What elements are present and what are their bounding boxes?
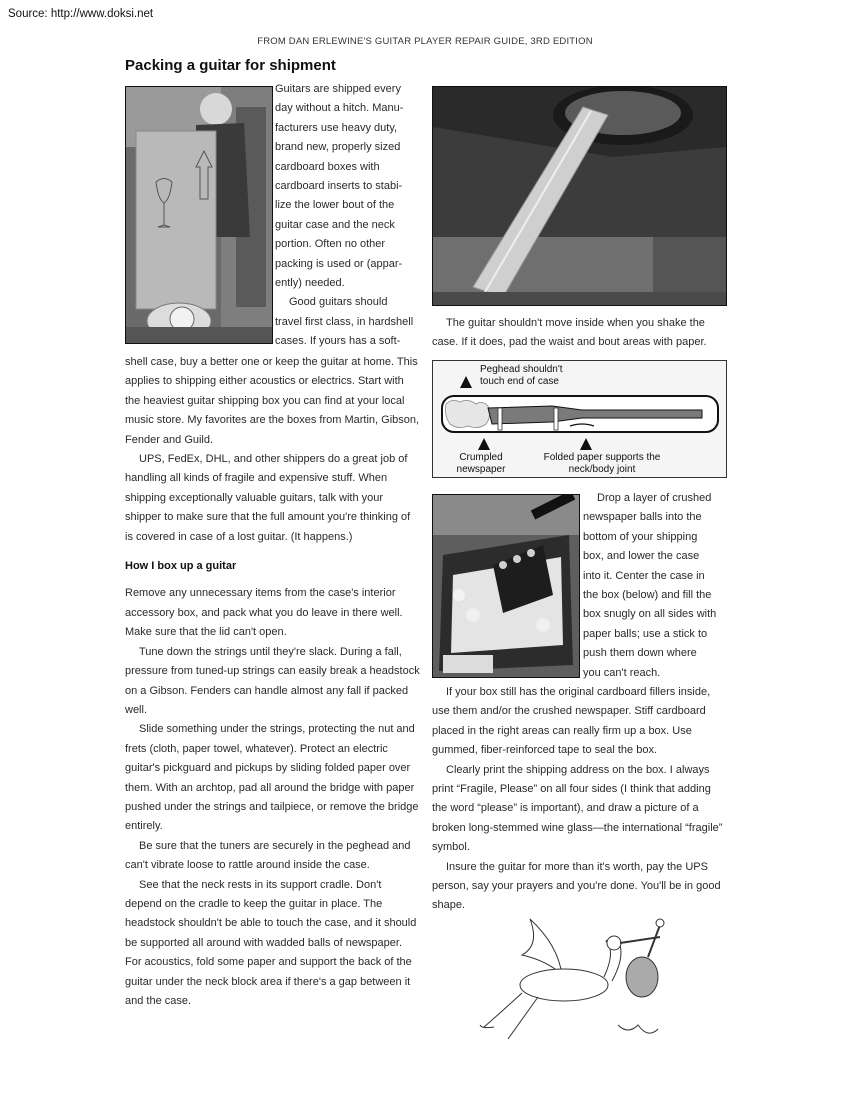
photo-headstock-newspaper bbox=[432, 494, 580, 678]
text-line: brand new, properly sized bbox=[275, 141, 401, 154]
right-column bbox=[432, 683, 728, 916]
page-title: Packing a guitar for shipment bbox=[125, 57, 336, 74]
right-wrap-text bbox=[583, 489, 728, 683]
text-line: Good guitars should bbox=[289, 296, 388, 309]
intro-text-right bbox=[275, 80, 425, 352]
subhead: How I box up a guitar bbox=[125, 560, 237, 573]
text-line: day without a hitch. Manu- bbox=[275, 102, 404, 115]
text-line: portion. Often no other bbox=[275, 238, 386, 251]
label-folded: Folded paper supports the neck/body joint bbox=[543, 452, 661, 475]
text-line: paper balls; use a stick to bbox=[583, 627, 708, 640]
text-line: into it. Center the case in bbox=[583, 569, 705, 582]
paragraph: Be sure that the tuners are securely in the peghead and can't vibrate loose to rattle around inside the case. bbox=[125, 839, 411, 872]
paragraph: Remove any unnecessary items from the case's interior accessory box, and pack what you do leave in there well. Make sure that the lid can't open. bbox=[125, 587, 403, 639]
paragraph: Insure the guitar for more than it's worth, pay the UPS person, say your prayers and you're done. You'll be in good shape. bbox=[432, 860, 721, 912]
paragraph: Clearly print the shipping address on the box. I always print “Fragile, Please” on all four sides (I think that adding the word “please” is important), and draw a picture of a broken long-stemmed wine glass—the international “fragile” symbol. bbox=[432, 763, 723, 854]
case-diagram bbox=[432, 360, 727, 478]
text-line: cases. If yours has a soft- bbox=[275, 335, 401, 348]
photo-man-with-box bbox=[125, 86, 273, 344]
text-line: cardboard inserts to stabi- bbox=[275, 180, 403, 193]
text-line: Drop a layer of crushed bbox=[597, 492, 712, 504]
label-crumpled: Crumpled newspaper bbox=[456, 452, 506, 475]
stork-illustration bbox=[478, 915, 688, 1055]
source-line: Source: http://www.doksi.net bbox=[8, 8, 154, 20]
paragraph: UPS, FedEx, DHL, and other shippers do a great job of handling all kinds of fragile and expensive stuff. When shipping exceptionally valuable guitars, talk with your shipper to make sure that the full amount you're thinking of is covered in case of a lost guitar. (It happens.) bbox=[125, 453, 411, 543]
text-line: travel first class, in hardshell bbox=[275, 315, 414, 328]
photo-guitar-in-case bbox=[432, 86, 727, 306]
text-line: guitar case and the neck bbox=[275, 218, 395, 231]
label-peghead: Peghead shouldn't touch end of case bbox=[480, 364, 563, 387]
paragraph: Tune down the strings until they're slack. During a fall, pressure from tuned-up strings can easily break a headstock on a Gibson. Fenders can handle almost any fall if packed well. bbox=[125, 645, 420, 716]
paragraph: If your box still has the original cardboard fillers inside, use them and/or the crushed newspaper. Stiff cardboard placed in the right areas can really firm up a box. Use gummed, fiber-reinforced tape to seal the box. bbox=[432, 686, 711, 757]
left-column bbox=[125, 353, 421, 1011]
text-line: the box (below) and fill the bbox=[583, 589, 712, 602]
text-line: bottom of your shipping bbox=[583, 530, 698, 543]
text-line: you can't reach. bbox=[583, 666, 661, 679]
text-line: ently) needed. bbox=[275, 277, 345, 290]
text-line: push them down where bbox=[583, 647, 697, 660]
text-line: Guitars are shipped every bbox=[275, 83, 401, 95]
text-line: lize the lower bout of the bbox=[275, 199, 395, 212]
text-line: facturers use heavy duty, bbox=[275, 121, 398, 134]
text-line: cardboard boxes with bbox=[275, 160, 380, 173]
text-line: packing is used or (appar- bbox=[275, 257, 403, 270]
text-line: newspaper balls into the bbox=[583, 511, 702, 524]
text-line: box, and lower the case bbox=[583, 550, 700, 563]
text-line: box snugly on all sides with bbox=[583, 608, 717, 621]
photo-caption: The guitar shouldn't move inside when you shake the case. If it does, pad the waist and bout areas with paper. bbox=[432, 317, 707, 349]
running-head: FROM DAN ERLEWINE'S GUITAR PLAYER REPAIR GUIDE, 3RD EDITION bbox=[257, 36, 593, 47]
paragraph: See that the neck rests in its support cradle. Don't depend on the cradle to keep the guitar in place. The headstock shouldn't be able to touch the case, and it should be supported all around with wadded balls of newspaper. For acoustics, fold some paper and support the back of the guitar under the neck block area if there's a gap between it and the case. bbox=[125, 878, 417, 1007]
paragraph: shell case, buy a better one or keep the guitar at home. This applies to shipping either acoustics or electrics. Start with the heaviest guitar shipping box you can find at your local music store. My favorites are the boxes from Martin, Gibson, Fender and Guild. bbox=[125, 356, 420, 446]
paragraph: Slide something under the strings, protecting the nut and frets (cloth, paper towel, whatever). Protect an electric guitar's pickguard and pickups by sliding folded paper over them. With an archtop, pad all around the bridge with paper pushed under the strings and tailpiece, or remove the bridge entirely. bbox=[125, 723, 419, 833]
